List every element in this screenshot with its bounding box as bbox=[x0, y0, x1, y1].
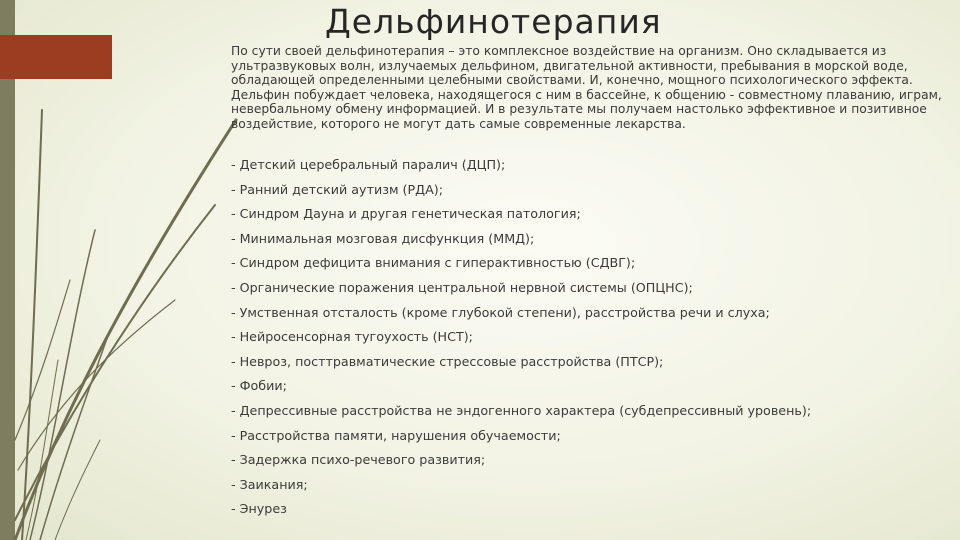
list-item: - Ранний детский аутизм (РДА); bbox=[231, 181, 443, 197]
list-item: - Фобии; bbox=[231, 378, 287, 394]
accent-bar bbox=[0, 35, 112, 79]
list-item: - Заикания; bbox=[231, 476, 308, 492]
list-item: - Органические поражения центральной нервной системы (ОПЦНС); bbox=[231, 279, 693, 295]
intro-paragraph: По сути своей дельфинотерапия – это комплексное воздействие на организм. Оно складывается из ультразвуковых волн, излучаемых дельфином, двигательной активности, пребывания в морской воде, обладающей определенными целебными свойствами. И, конечно, мощного психологического эффекта. Дельфин побуждает человека, находящегося с ним в бассейне, к общению - совместному плаванию, играм, невербальному обмену информацией. И в результате мы получаем настолько эффективное и позитивное воздействие, которого не могут дать самые современные лекарства. bbox=[231, 44, 942, 131]
indications-list bbox=[231, 157, 811, 526]
list-item: - Расстройства памяти, нарушения обучаемости; bbox=[231, 427, 561, 443]
slide-title: Дельфинотерапия bbox=[325, 2, 662, 41]
list-item: - Минимальная мозговая дисфункция (ММД); bbox=[231, 230, 535, 246]
list-item: - Депрессивные расстройства не эндогенного характера (субдепрессивный уровень); bbox=[231, 402, 812, 418]
list-item: - Нейросенсорная тугоухость (НСТ); bbox=[231, 329, 473, 345]
list-item: - Энурез bbox=[231, 501, 287, 517]
list-item: - Детский церебральный паралич (ДЦП); bbox=[231, 157, 506, 172]
list-item: - Синдром Дауна и другая генетическая патология; bbox=[231, 206, 581, 222]
list-item: - Задержка психо-речевого развития; bbox=[231, 452, 486, 468]
grass-decoration bbox=[0, 0, 240, 540]
list-item: - Умственная отсталость (кроме глубокой степени), расстройства речи и слуха; bbox=[231, 304, 770, 320]
list-item: - Невроз, посттравматические стрессовые расстройства (ПТСР); bbox=[231, 353, 664, 369]
list-item: - Синдром дефицита внимания с гиперактивностью (СДВГ); bbox=[231, 255, 636, 271]
